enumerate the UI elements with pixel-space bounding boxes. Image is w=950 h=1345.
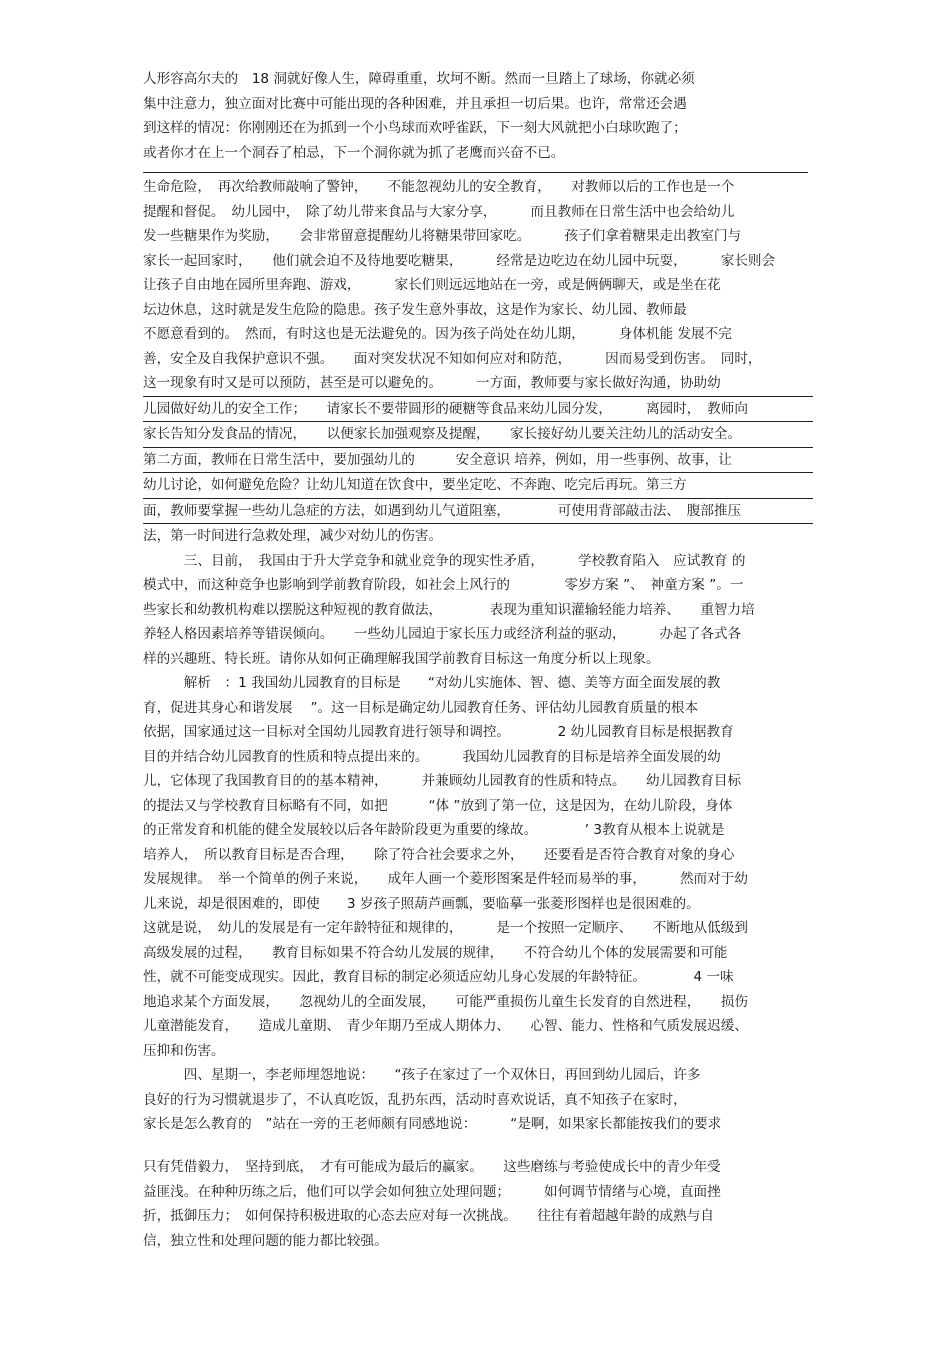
text-line: 这就是说， 幼儿的发展是有一定年龄特征和规律的， 是一个按照一定顺序、 不断地从低级到 bbox=[143, 920, 748, 936]
text-line: 只有凭借毅力， 坚持到底， 才有可能成为最后的赢家。 这些磨练与考验使成长中的青少年受 bbox=[143, 1159, 721, 1175]
text-line: 折，抵御压力； 如何保持积极进取的心态去应对每一次挑战。 往往有着超越年龄的成熟与自 bbox=[143, 1208, 714, 1224]
text-line: 模式中，而这种竞争也影响到学前教育阶段，如社会上风行的 零岁方案 ”、 神童方案 ”。一 bbox=[143, 577, 744, 593]
top-paragraph bbox=[143, 67, 813, 165]
text-line: 发一些糖果作为奖励， 会非常留意提醒幼儿将糖果带回家吃。 孩子们拿着糖果走出教室门与 bbox=[143, 228, 742, 244]
text-line: 性，就不可能变成现实。因此，教育目标的制定必须适应幼儿身心发展的年龄特征。 4 一味 bbox=[143, 969, 734, 985]
text-line: 样的兴趣班、特长班。请你从如何正确理解我国学前教育目标这一角度分析以上现象。 bbox=[143, 650, 660, 667]
text-line: 儿童潜能发育， 造成儿童期、 青少年期乃至成人期体力、 心智、能力、性格和气质发展迟缓、 bbox=[143, 1018, 748, 1034]
text-line: 发展规律。 举一个简单的例子来说， 成年人画一个菱形图案是件轻而易举的事， 然而对于幼 bbox=[143, 871, 748, 887]
text-line: 让孩子自由地在园所里奔跑、游戏， 家长们则远远地站在一旁，或是俩俩聊天，或是坐在花 bbox=[143, 277, 721, 293]
text-line: 生命危险， 再次给教师敲响了警钟， 不能忽视幼儿的安全教育， 对教师以后的工作也是一个 bbox=[143, 179, 735, 195]
text-line: 地追求某个方面发展， 忽视幼儿的全面发展， 可能严重损伤儿童生长发育的自然进程， 损伤 bbox=[143, 993, 748, 1010]
text-line: 益匪浅。在种种历练之后，他们可以学会如何独立处理问题； 如何调节情绪与心境，直面挫 bbox=[143, 1183, 721, 1200]
text-line-underlined: 第二方面，教师在日常生活中，要加强幼儿的 安全意识 培养，例如，用一些事例、故事，让 bbox=[143, 448, 813, 474]
text-line: 养轻人格因素培养等错误倾向。 一些幼儿园迫于家长压力或经济利益的驱动， 办起了各式各 bbox=[143, 626, 742, 642]
text-line: 集中注意力，独立面对比赛中可能出现的各种困难，并且承担一切后果。也许，常常还会遇 bbox=[143, 95, 687, 112]
text-line-underlined: 儿园做好幼儿的安全工作； 请家长不要带圆形的硬糖等食品来幼儿园分发， 离园时， 教师向 bbox=[143, 397, 813, 423]
text-line: 坛边休息，这时就是发生危险的隐患。孩子发生意外事故，这是作为家长、幼儿园、教师最 bbox=[143, 301, 687, 318]
text-line: 三、目前， 我国由于升大学竞争和就业竞争的现实性矛盾， 学校教育陷入 应试教育 的 bbox=[143, 552, 746, 569]
text-line: 良好的行为习惯就退步了，不认真吃饭，乱扔东西，活动时喜欢说话，真不知孩子在家时， bbox=[143, 1091, 687, 1108]
bottom-paragraph bbox=[143, 1155, 813, 1253]
text-line-underlined: 幼儿讨论，如何避免危险？让幼儿知道在饮食中，要坐定吃、不奔跑、吃完后再玩。第三方 bbox=[143, 473, 813, 499]
text-line: 提醒和督促。 幼儿园中， 除了幼儿带来食品与大家分享， 而且教师在日常生活中也会给幼儿 bbox=[143, 203, 735, 220]
text-line: 依据，国家通过这一目标对全国幼儿园教育进行领导和调控。 2 幼儿园教育目标是根据教育 bbox=[143, 724, 734, 740]
text-line: 人形容高尔夫的 18 洞就好像人生，障碍重重，坎坷不断。然而一旦踏上了球场，你就必须 bbox=[143, 71, 695, 87]
text-line: 些家长和幼教机构难以摆脱这种短视的教育做法， 表现为重知识灌输轻能力培养、 重智力培 bbox=[143, 601, 755, 618]
text-line: 四、星期一，李老师埋怨地说： “孩子在家过了一个双休日，再回到幼儿园后，许多 bbox=[143, 1067, 701, 1083]
text-line: 高级发展的过程， 教育目标如果不符合幼儿发展的规律， 不符合幼儿个体的发展需要和可能 bbox=[143, 944, 728, 961]
text-line: 家长一起回家时， 他们就会迫不及待地要吃糖果， 经常是边吃边在幼儿园中玩耍， 家长则会 bbox=[143, 252, 776, 269]
separator-line bbox=[143, 172, 808, 173]
text-line: 不愿意看到的。 然而，有时这也是无法避免的。因为孩子尚处在幼儿期， 身体机能 发展不完 bbox=[143, 326, 732, 342]
text-line: 到这样的情况：你刚刚还在为抓到一个小鸟球而欢呼雀跃，下一刻大风就把小白球吹跑了； bbox=[143, 120, 687, 136]
text-line: 目的并结合幼儿园教育的性质和特点提出来的。 我国幼儿园教育的目标是培养全面发展的幼 bbox=[143, 748, 721, 765]
text-line: 儿来说，却是很困难的，即使 3 岁孩子照葫芦画瓢，要临摹一张菱形图样也是很困难的。 bbox=[143, 895, 700, 912]
text-line: 善，安全及自我保护意识不强。 面对突发状况不知如何应对和防范， 因而易受到伤害。 同时， bbox=[143, 350, 762, 367]
text-line: 压抑和伤害。 bbox=[143, 1042, 225, 1059]
text-line-underlined: 这一现象有时又是可以预防，甚至是可以避免的。 一方面，教师要与家长做好沟通，协助幼 bbox=[143, 371, 813, 397]
text-line: 儿，它体现了我国教育目的的基本精神， 并兼顾幼儿园教育的性质和特点。 幼儿园教育目标 bbox=[143, 773, 742, 789]
text-line: 或者你才在上一个洞吞了柏忌，下一个洞你就为抓了老鹰而兴奋不已。 bbox=[143, 144, 565, 161]
text-line: 的正常发育和机能的健全发展较以后各年龄阶段更为重要的缘故。 ’ 3教育从根本上说就是 bbox=[143, 822, 725, 838]
main-text bbox=[143, 175, 813, 1137]
text-line: 家长是怎么教育的 ”站在一旁的王老师颇有同感地说： “是啊，如果家长都能按我们的要求 bbox=[143, 1116, 722, 1132]
text-line: 解析 ：1 我国幼儿园教育的目标是 “对幼儿实施体、智、德、美等方面全面发展的教 bbox=[143, 675, 721, 691]
text-line: 法，第一时间进行急救处理，减少对幼儿的伤害。 bbox=[143, 528, 443, 544]
text-line: 信，独立性和处理问题的能力都比较强。 bbox=[143, 1232, 388, 1249]
text-line: 育，促进其身心和谐发展 ”。这一目标是确定幼儿园教育任务、评估幼儿园教育质量的根本 bbox=[143, 699, 699, 716]
text-line: 培养人， 所以教育目标是否合理， 除了符合社会要求之外， 还要看是否符合教育对象的身心 bbox=[143, 846, 735, 863]
text-line: 的提法又与学校教育目标略有不同，如把 “体 ”放到了第一位，这是因为，在幼儿阶段，身体 bbox=[143, 797, 733, 814]
text-line-underlined: 家长告知分发食品的情况， 以便家长加强观察及提醒， 家长接好幼儿要关注幼儿的活动安全。 bbox=[143, 422, 813, 448]
text-line-underlined: 面，教师要掌握一些幼儿急症的方法，如遇到幼儿气道阻塞， 可使用背部敲击法、 腹部推压 bbox=[143, 499, 813, 525]
